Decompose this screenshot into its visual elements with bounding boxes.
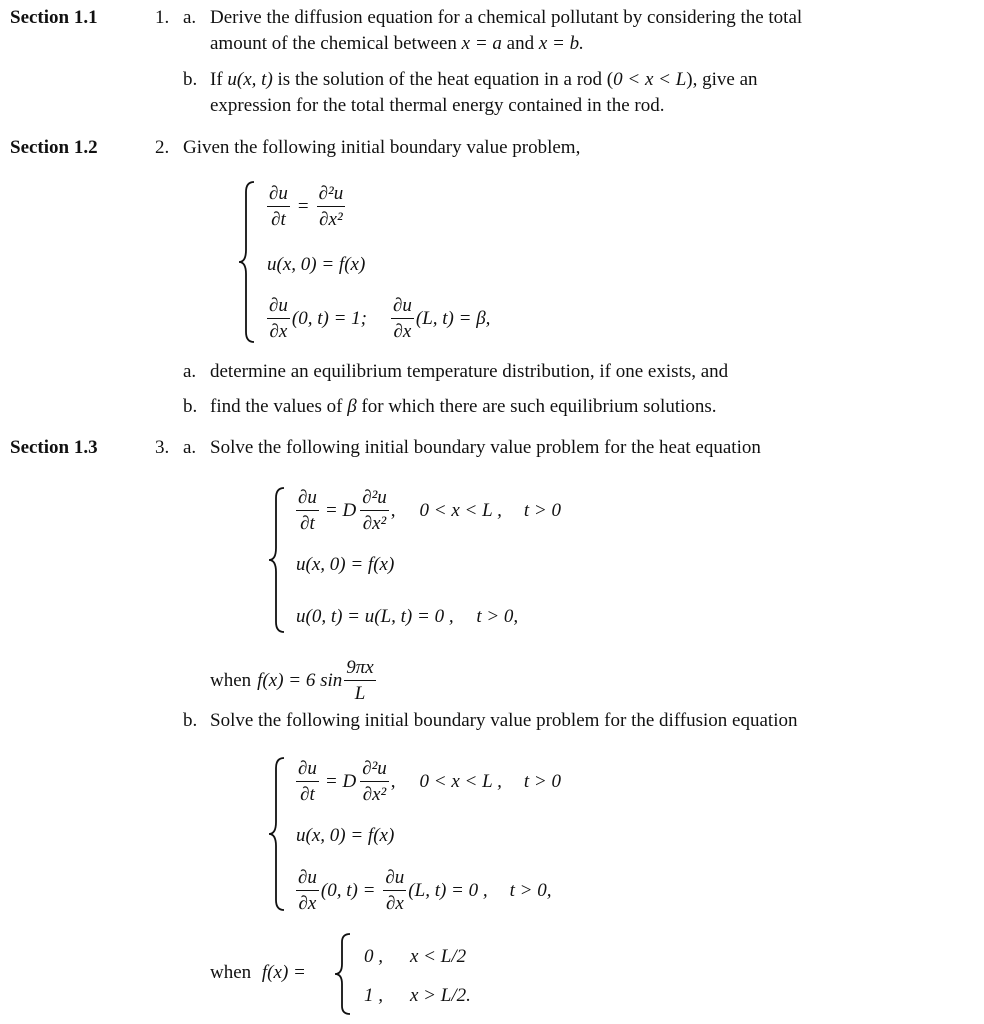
problem-1b-range: 0 < x < L <box>613 69 687 90</box>
problem-1a-line2-text: amount of the chemical between <box>210 33 457 54</box>
when-label: when <box>210 669 252 691</box>
problem-2-boundary-conditions <box>265 292 490 344</box>
problem-1b-label: b. <box>183 69 198 90</box>
comma: , <box>390 499 396 521</box>
left-brace-icon <box>236 180 258 344</box>
problem-1a-line1: Derive the diffusion equation for a chemical pollutant by considering the total <box>210 7 803 28</box>
f-equals-6sin: f(x) = 6 sin <box>257 669 343 691</box>
comma: , <box>390 770 396 792</box>
time-condition: t > 0 <box>523 499 561 521</box>
problem-2b-post: for which there are such equilibrium solutions. <box>361 396 717 417</box>
problem-1a-x-equals-a: x = a <box>461 33 502 54</box>
domain-condition: 0 < x < L , <box>419 499 502 521</box>
neumann-bc-left: (0, t) = <box>320 879 376 901</box>
time-condition: t > 0, <box>509 879 552 901</box>
problem-3a-initial-condition: u(x, 0) = f(x) <box>296 554 395 575</box>
fraction-du-dx-left: $\frac{\partial u}{\partial x}$ <box>269 294 288 342</box>
section-1-3-label: Section 1.3 <box>10 437 98 458</box>
fraction-d2u-dx2: $\frac{\text{∂²u}}{\text{∂x²}}$ <box>362 486 387 534</box>
problem-2-pde <box>265 180 347 232</box>
problem-1b-post: ), give an <box>686 69 758 90</box>
problem-1-number: 1. <box>155 7 170 28</box>
problem-2a-text: determine an equilibrium temperature distribution, if one exists, and <box>210 361 729 382</box>
problem-2b-text <box>210 397 717 416</box>
problem-1b-line1 <box>210 70 758 89</box>
section-1-2-label: Section 1.2 <box>10 137 98 158</box>
problem-3-number: 3. <box>155 437 170 458</box>
piecewise-case-2-value: 1 , <box>364 985 383 1006</box>
left-brace-icon <box>266 756 288 912</box>
problem-3b-boundary-conditions <box>294 864 551 916</box>
problem-1a-label: a. <box>183 7 197 28</box>
problem-3b-initial-function <box>210 963 306 982</box>
piecewise-case-1-condition: x < L/2 <box>410 946 467 967</box>
problem-1b-line2: expression for the total thermal energy contained in the rod. <box>210 95 665 116</box>
problem-3b-label: b. <box>183 710 198 731</box>
bc-left: (0, t) = 1; <box>291 307 367 329</box>
dirichlet-bc: u(0, t) = u(L, t) = 0 , <box>296 606 454 627</box>
problem-2b-label: b. <box>183 396 198 417</box>
problem-3a-initial-function <box>210 654 378 706</box>
fraction-du-dt: $\frac{\partial u}{\partial t}$ <box>269 182 288 230</box>
equals-D: = D <box>324 770 357 792</box>
fraction-du-dx-right: $\frac{\partial u}{\partial x}$ <box>392 294 412 342</box>
problem-1a-x-equals-b: x = b. <box>538 33 584 54</box>
f-equals: f(x) = <box>261 962 306 983</box>
problem-2b-beta: β <box>347 396 357 417</box>
problem-2a-label: a. <box>183 361 197 382</box>
fraction-9pix-L: $\frac{9\pi x}{L}$ <box>346 656 374 704</box>
neumann-bc-right: (L, t) = 0 , <box>408 879 488 901</box>
time-condition: t > 0 <box>523 770 561 792</box>
problem-1a-and: and <box>506 33 535 54</box>
bc-right: (L, t) = β, <box>415 307 491 329</box>
time-condition: t > 0, <box>476 606 519 627</box>
problem-2-number: 2. <box>155 137 170 158</box>
problem-2-intro: Given the following initial boundary value problem, <box>183 137 581 158</box>
left-brace-icon <box>332 932 354 1016</box>
when-label: when <box>210 962 252 983</box>
problem-2-initial-condition: u(x, 0) = f(x) <box>267 254 366 275</box>
piecewise-case-1-value: 0 , <box>364 946 383 967</box>
problem-1b-u: u(x, t) <box>227 69 273 90</box>
domain-condition: 0 < x < L , <box>419 770 502 792</box>
fraction-du-dx-left: $\frac{\partial u}{\partial x}$ <box>298 866 317 914</box>
fraction-du-dt: $\frac{\partial u}{\partial t}$ <box>298 486 317 534</box>
problem-2b-pre: find the values of <box>210 396 343 417</box>
problem-3b-intro: Solve the following initial boundary value problem for the diffusion equation <box>210 710 798 731</box>
problem-3a-pde <box>294 484 561 536</box>
left-brace-icon <box>266 486 288 634</box>
section-1-1-label: Section 1.1 <box>10 7 98 28</box>
problem-3a-boundary-conditions <box>296 607 518 626</box>
fraction-du-dx-right: $\frac{\partial u}{\partial x}$ <box>385 866 405 914</box>
problem-1b-mid: is the solution of the heat equation in a rod ( <box>277 69 614 90</box>
problem-3a-label: a. <box>183 437 197 458</box>
equals-sign: = <box>297 195 309 217</box>
problem-3b-initial-condition: u(x, 0) = f(x) <box>296 825 395 846</box>
fraction-d2u-dx2: $\frac{\text{∂²u}}{\text{∂x²}}$ <box>362 757 387 805</box>
fraction-d2u-dx2: $\frac{\text{∂²u}}{\text{∂x²}}$ <box>318 182 344 230</box>
problem-1a-line2 <box>210 34 584 53</box>
problem-3b-pde <box>294 755 561 807</box>
fraction-du-dt: $\frac{\partial u}{\partial t}$ <box>298 757 317 805</box>
equals-D: = D <box>324 499 357 521</box>
problem-3a-intro: Solve the following initial boundary value problem for the heat equation <box>210 437 761 458</box>
piecewise-case-2-condition: x > L/2. <box>410 985 471 1006</box>
problem-1b-if: If <box>210 69 223 90</box>
